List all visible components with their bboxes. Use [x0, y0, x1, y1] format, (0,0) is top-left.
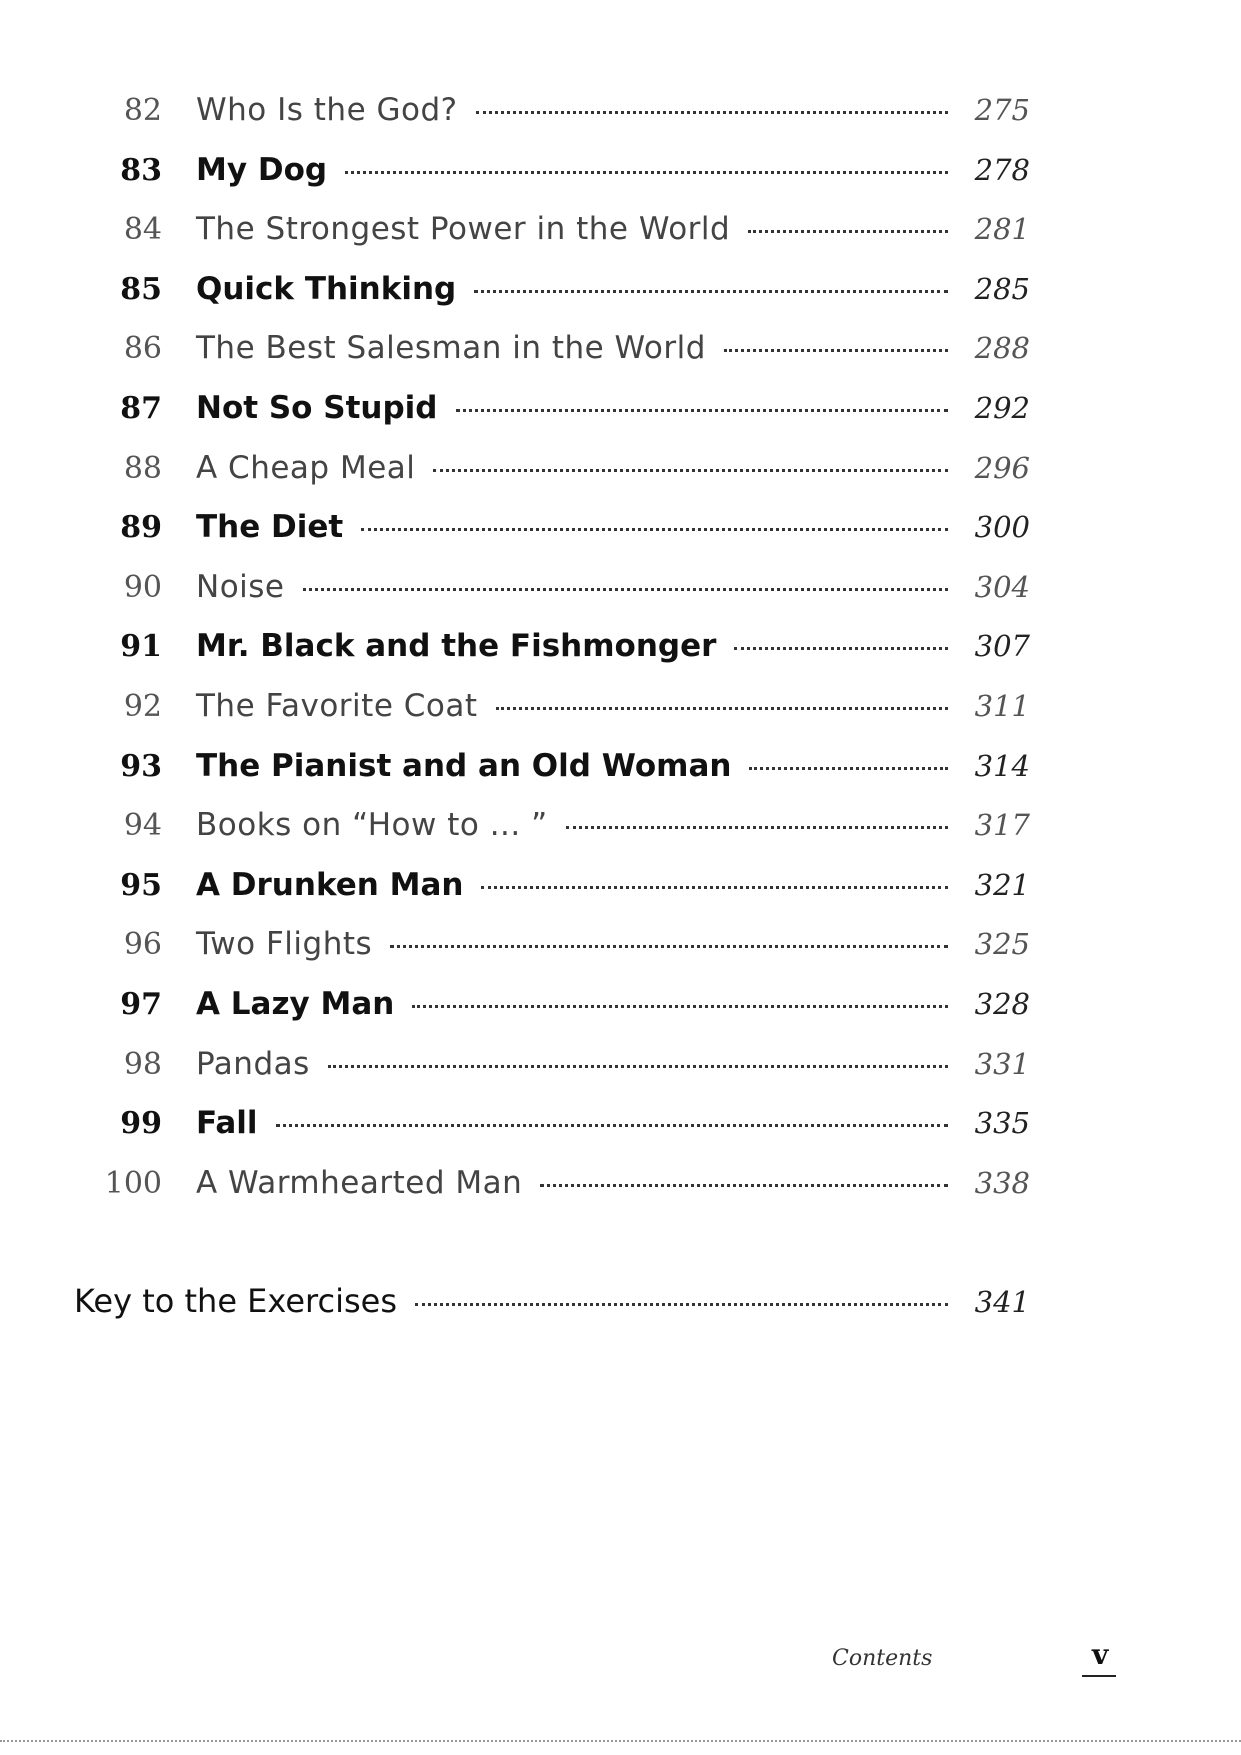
page-number: 341 [974, 1285, 1030, 1319]
toc-entry [70, 1165, 1030, 1225]
chapter-number: 82 [123, 93, 162, 128]
chapter-title: The Favorite Coat [196, 687, 478, 724]
footer-rule [1082, 1675, 1116, 1677]
page-number: 328 [974, 986, 1030, 1021]
toc-entry [70, 450, 1030, 510]
page-number: 285 [974, 271, 1030, 306]
chapter-number: 96 [123, 927, 162, 963]
page-number: 300 [974, 510, 1030, 545]
scan-edge-line [0, 1740, 1241, 1742]
chapter-number: 83 [120, 152, 162, 188]
chapter-title: Noise [196, 568, 285, 605]
chapter-number: 89 [120, 510, 162, 546]
chapter-title: A Lazy Man [196, 985, 395, 1022]
toc-entry [70, 628, 1030, 688]
chapter-number: 98 [123, 1046, 162, 1082]
dot-leader [328, 1065, 948, 1068]
toc-entry [70, 867, 1030, 927]
dot-leader [456, 409, 949, 412]
chapter-number: 90 [123, 569, 162, 605]
page-number: 292 [974, 390, 1030, 425]
chapter-title: Fall [196, 1105, 258, 1142]
toc-entry [70, 986, 1030, 1046]
dot-leader [433, 469, 948, 472]
chapter-title: The Strongest Power in the World [196, 211, 731, 248]
page-number: 296 [974, 450, 1030, 485]
toc-entry [70, 1046, 1030, 1106]
dot-leader [345, 171, 948, 174]
chapter-title: Who Is the God? [196, 92, 458, 128]
toc-entry [70, 92, 1030, 152]
dot-leader [481, 886, 948, 889]
dot-leader [748, 230, 948, 233]
chapter-title: The Diet [196, 509, 344, 546]
page-number: 288 [974, 331, 1030, 366]
chapter-number: 91 [120, 629, 162, 665]
page-number: 335 [974, 1106, 1030, 1141]
chapter-number: 87 [120, 390, 162, 426]
chapter-title: A Drunken Man [196, 866, 464, 903]
chapter-title: The Pianist and an Old Woman [196, 747, 732, 784]
toc-entry [70, 211, 1030, 271]
page-number: 311 [974, 688, 1030, 723]
dot-leader [303, 588, 949, 591]
page-number: 317 [974, 808, 1030, 843]
chapter-number: 100 [104, 1165, 162, 1201]
dot-leader [415, 1303, 948, 1306]
chapter-number: 94 [123, 808, 162, 844]
dot-leader [566, 826, 948, 829]
chapter-number: 85 [120, 271, 162, 307]
chapter-number: 93 [120, 748, 162, 784]
chapter-number: 97 [120, 986, 162, 1022]
page-number: 314 [974, 748, 1030, 783]
toc-entry [70, 807, 1030, 867]
dot-leader [361, 528, 948, 531]
chapter-title: A Warmhearted Man [196, 1164, 523, 1201]
page-number: 325 [974, 927, 1030, 962]
dot-leader [276, 1124, 948, 1127]
toc-entry [70, 330, 1030, 390]
dot-leader [496, 707, 948, 710]
dot-leader [412, 1005, 948, 1008]
table-of-contents [70, 92, 1030, 1224]
page-number: 307 [974, 629, 1030, 664]
page-number: 321 [974, 867, 1030, 902]
dot-leader [734, 647, 948, 650]
chapter-title: Books on “How to ... ” [196, 807, 548, 844]
dot-leader [540, 1184, 948, 1187]
toc-entry [70, 748, 1030, 808]
chapter-title: Quick Thinking [196, 270, 457, 307]
chapter-title: Two Flights [196, 926, 373, 963]
toc-entry [70, 152, 1030, 212]
toc-entry [70, 390, 1030, 450]
footer-page-number: v [1092, 1638, 1109, 1671]
toc-entry [70, 926, 1030, 986]
page-number: 338 [974, 1165, 1030, 1200]
dot-leader [724, 349, 948, 352]
toc-entry [70, 569, 1030, 629]
page-number: 275 [974, 93, 1030, 127]
chapter-title: A Cheap Meal [196, 449, 416, 486]
running-footer-label: Contents [832, 1646, 933, 1671]
toc-entry [70, 1105, 1030, 1165]
chapter-title: Not So Stupid [196, 389, 438, 426]
key-to-exercises-entry [74, 1282, 1030, 1320]
dot-leader [476, 111, 948, 114]
chapter-title: Mr. Black and the Fishmonger [196, 628, 717, 665]
dot-leader [474, 290, 948, 293]
dot-leader [749, 767, 948, 770]
page-number: 304 [974, 569, 1030, 604]
chapter-title: The Best Salesman in the World [196, 330, 706, 367]
page-number: 281 [974, 212, 1030, 247]
page-number: 278 [974, 152, 1030, 187]
page-number: 331 [974, 1046, 1030, 1081]
chapter-number: 92 [123, 688, 162, 724]
chapter-number: 99 [120, 1106, 162, 1142]
chapter-number: 84 [123, 212, 162, 248]
toc-entry [70, 271, 1030, 331]
chapter-number: 88 [123, 450, 162, 486]
chapter-number: 86 [123, 331, 162, 367]
toc-entry [70, 509, 1030, 569]
chapter-title: My Dog [196, 151, 328, 188]
chapter-title: Pandas [196, 1045, 310, 1082]
key-title: Key to the Exercises [74, 1282, 397, 1320]
chapter-number: 95 [120, 867, 162, 903]
dot-leader [390, 945, 948, 948]
toc-entry [70, 688, 1030, 748]
